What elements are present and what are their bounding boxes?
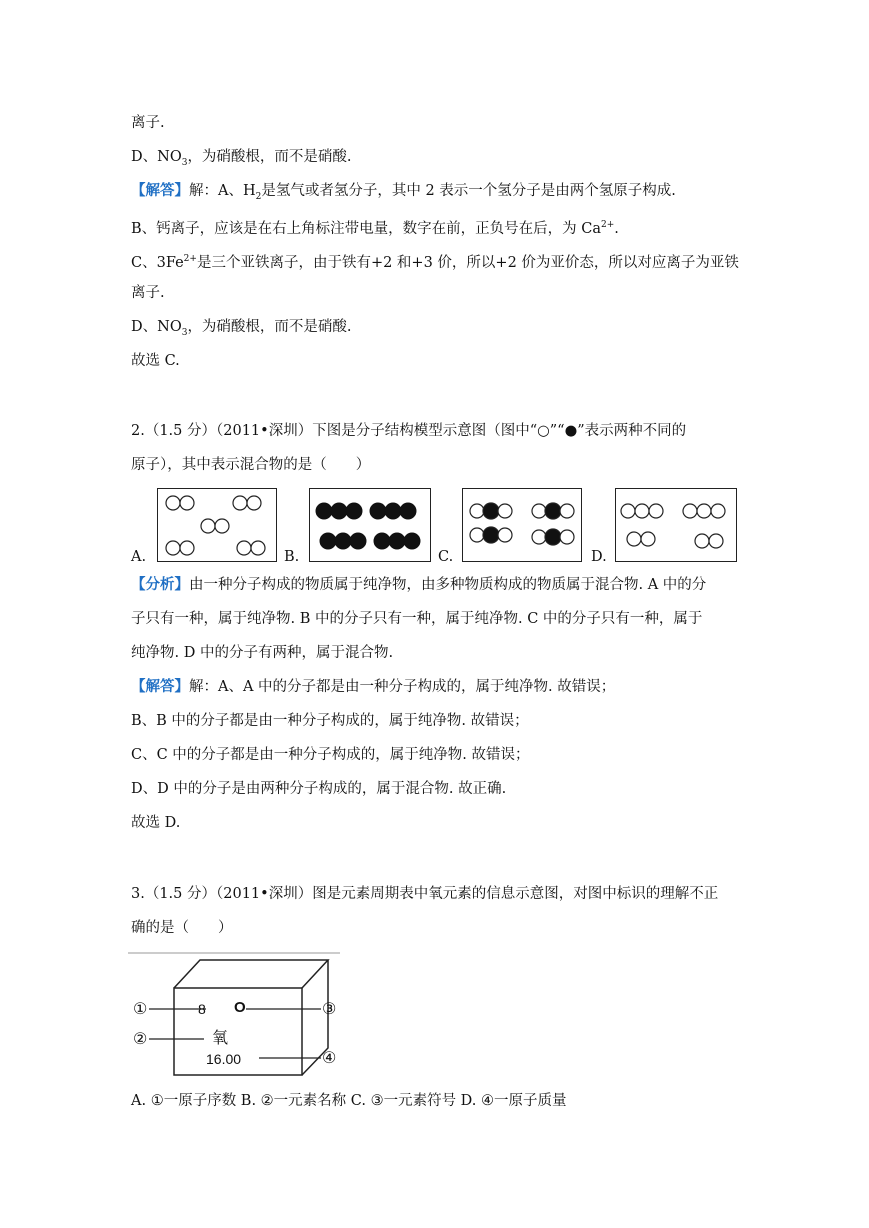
solution-tag: 【解答】 (131, 182, 189, 199)
question-3-options: A. ①一原子序数 B. ②一元素名称 C. ③一元素符号 D. ④一原子质量 (131, 1093, 567, 1109)
question-3-stem: 3.（1.5 分）（2011•深圳）图是元素周期表中氧元素的信息示意图，对图中标识的理解不正 (131, 886, 719, 902)
solution-line: B、B 中的分子都是由一种分子构成的，属于纯净物. 故错误； (131, 713, 529, 729)
analysis-tag: 【分析】 (131, 576, 189, 593)
molecule-diagram-c (463, 489, 581, 561)
solution-line: D、D 中的分子是由两种分子构成的，属于混合物. 故正确. (131, 781, 507, 797)
atomic-mass: 16.00 (206, 1051, 242, 1067)
solution-line: 故选 D. (131, 815, 181, 831)
molecule-diagram-b (310, 489, 430, 561)
callout-3: ③ (322, 999, 337, 1018)
question-2-stem: 原子），其中表示混合物的是（ ） (131, 457, 371, 473)
solution-line: C、C 中的分子都是由一种分子构成的，属于纯净物. 故错误； (131, 747, 530, 763)
option-c-label: C. (438, 549, 454, 565)
text-line: D、$NO_3$，为硝酸根，而不是硝酸. (131, 319, 352, 338)
option-a-molecule-box (157, 488, 277, 562)
text-line: 离子. (131, 285, 165, 301)
solution-tag: 【解答】 (131, 678, 189, 695)
callout-4: ④ (322, 1048, 337, 1067)
callout-1: ① (133, 999, 148, 1018)
element-name: 氧 (212, 1028, 229, 1047)
question-2-stem: 2.（1.5 分）（2011•深圳）下图是分子结构模型示意图（图中“○”“●”表示两种不同的 (131, 423, 687, 439)
analysis-line: 子只有一种，属于纯净物. B 中的分子只有一种，属于纯净物. C 中的分子只有一种，属于 (131, 611, 703, 627)
molecule-diagram-d (616, 489, 736, 561)
atomic-number: 8 (198, 1001, 206, 1017)
text-line: 故选 C. (131, 353, 180, 369)
text-line: B、钙离子，应该是在右上角标注带电量，数字在前，正负号在后，为 $Ca^{2+}$. (131, 220, 619, 237)
text-line: 离子. (131, 115, 165, 131)
analysis-line: 纯净物. D 中的分子有两种，属于混合物. (131, 645, 394, 661)
analysis-line: 【分析】由一种分子构成的物质属于纯净物，由多种物质构成的物质属于混合物. A 中的分 (131, 576, 707, 593)
text-line: 【解答】解：A、$H_2$是氢气或者氢分子，其中 2 表示一个氢分子是由两个氢原子构成. (131, 182, 676, 202)
option-d-molecule-box (615, 488, 737, 562)
text-line: C、$3Fe^{2+}$是三个亚铁离子，由于铁有+2 和+3 价，所以+2 价为亚价态，所以对应离子为亚铁 (131, 254, 739, 271)
option-d-label: D. (591, 549, 607, 565)
text-line: D、$NO_3$，为硝酸根，而不是硝酸. (131, 149, 352, 168)
solution-line: 【解答】解：A、A 中的分子都是由一种分子构成的，属于纯净物. 故错误； (131, 678, 616, 695)
element-symbol: O (234, 999, 246, 1016)
option-b-molecule-box (309, 488, 431, 562)
option-a-label: A. (131, 549, 147, 565)
question-3-stem: 确的是（ ） (131, 920, 233, 936)
option-b-label: B. (284, 549, 300, 565)
option-c-molecule-box (462, 488, 582, 562)
molecule-diagram-a (158, 489, 276, 561)
callout-2: ② (133, 1029, 148, 1048)
